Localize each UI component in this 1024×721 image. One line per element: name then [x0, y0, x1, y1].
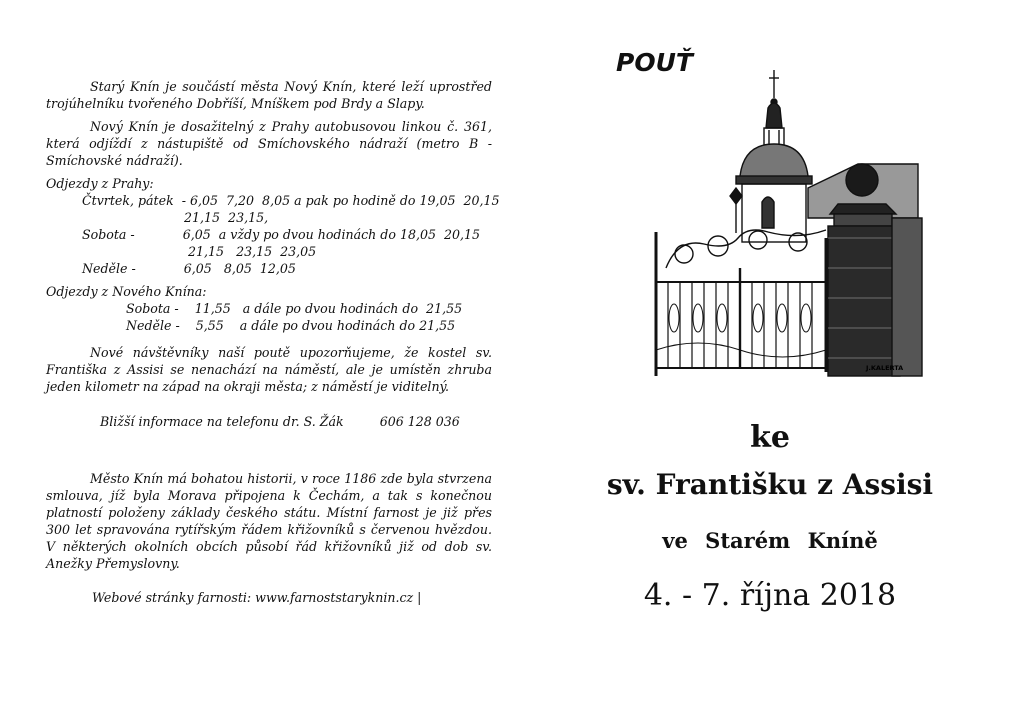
heading-ke: ke: [750, 420, 790, 455]
from-prague-schedule: [46, 192, 500, 277]
contact-label: Bližší informace na telefonu dr. S. Žák: [100, 414, 344, 429]
from-knin-schedule-row: Sobota - 11,55 a dále po dvou hodinách do 21,55: [126, 301, 463, 316]
gate-crest: [666, 230, 826, 268]
from-prague-schedule-row: 21,15 23,15,: [184, 210, 269, 225]
from-prague-schedule-row: 21,15 23,15 23,05: [188, 244, 317, 259]
heading-place: ve Starém Kníně: [662, 528, 878, 553]
church-gate-illustration: [648, 68, 924, 378]
pillar-ball: [846, 164, 878, 196]
tower-window: [762, 197, 774, 228]
cornice: [736, 176, 812, 184]
intro-paragraph-1: Starý Knín je součástí města Nový Knín, které leží uprostřed trojúhelníku tvořeného Dobříší, Mníškem pod Brdy a Slapy.: [46, 79, 492, 111]
from-knin-heading: Odjezdy z Nového Knína:: [46, 284, 207, 299]
heading-saint: sv. Františku z Assisi: [606, 468, 934, 501]
illustration-signature: J.KALERTA: [866, 364, 904, 372]
church-location-note: Nové návštěvníky naší poutě upozorňujeme, že kostel sv. Františka z Assisi se nenachází na náměstí, ale je umístěn zhruba jeden kilometr na západ na okraji města; z náměstí je viditelný.: [46, 345, 492, 394]
from-prague-schedule-row: Neděle - 6,05 8,05 12,05: [82, 261, 296, 276]
pillar-cap: [830, 204, 896, 214]
website-line: Webové stránky farnosti: www.farnoststaryknin.cz |: [92, 590, 422, 605]
contact-phone: 606 128 036: [379, 414, 460, 429]
gate-star-top: [730, 188, 742, 204]
pout-title: POUŤ: [616, 48, 693, 77]
from-prague-schedule-row: Sobota - 6,05 a vždy po dvou hodinách do 18,05 20,15: [82, 227, 481, 242]
from-knin-schedule: [46, 300, 492, 334]
dome: [740, 144, 808, 176]
wall: [892, 218, 922, 376]
from-prague-schedule-row: Čtvrtek, pátek - 6,05 7,20 8,05 a pak po hodině do 19,05 20,15: [82, 193, 500, 208]
event-date: 4. - 7. října 2018: [643, 578, 897, 613]
from-prague-heading: Odjezdy z Prahy:: [46, 176, 154, 191]
pillar: [828, 226, 900, 376]
history-paragraph: Město Knín má bohatou historii, v roce 1186 zde byla stvrzena smlouva, jíž byla Morava připojena k Čechám, a tak s konečnou platností položeny základy českého státu. Místní farnost je již přes 300 let spravována rytířským řádem křižovníků s červenou hvězdou. V některých okolních obcích působí řád křižovníků již od dob sv. Anežky Přemyslovny.: [46, 471, 492, 571]
intro-paragraph-2: Nový Knín je dosažitelný z Prahy autobusovou linkou č. 361, která odjíždí z nástupiště od Smíchovského nádraží (metro B - Smíchovské nádraží).: [46, 119, 492, 168]
from-knin-schedule-row: Neděle - 5,55 a dále po dvou hodinách do 21,55: [126, 318, 456, 333]
info-column: [46, 78, 500, 606]
lantern-cupola: [766, 103, 782, 128]
contact-line: [46, 413, 492, 430]
